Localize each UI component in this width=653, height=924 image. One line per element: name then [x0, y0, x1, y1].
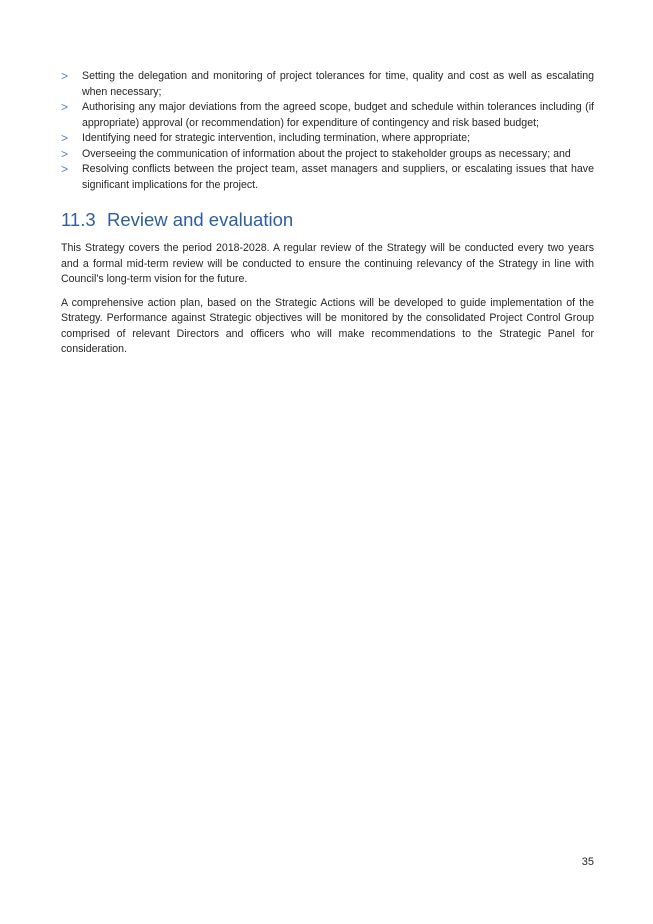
list-item-text: Authorising any major deviations from the agreed scope, budget and schedule within tolerances including (if appropriate) approval (or recommendation) for expenditure of contingency and risk based budget;: [82, 101, 594, 129]
list-item: [61, 100, 594, 131]
page-content: [61, 69, 594, 366]
action-plan-paragraph: A comprehensive action plan, based on the Strategic Actions will be developed to guide implementation of the Strategy. Performance against Strategic objectives will be monitored by the consolidated Project Control Group comprised of relevant Directors and officers who will make recommendations to the Strategic Panel for consideration.: [61, 296, 594, 355]
list-item-text: Identifying need for strategic intervention, including termination, where appropriate;: [82, 132, 471, 144]
page-number: 35: [581, 856, 594, 868]
list-item-text: Resolving conflicts between the project team, asset managers and suppliers, or escalating issues that have significant implications for the project.: [82, 163, 594, 191]
review-paragraph: This Strategy covers the period 2018-2028. A regular review of the Strategy will be conducted every two years and a formal mid-term review will be conducted to ensure the continuing relevancy of the Strategy in line with Council's long-term vision for the future.: [61, 242, 594, 285]
section-title: Review and evaluation: [107, 209, 294, 230]
section-number: 11.3: [61, 209, 96, 230]
section-heading: [61, 209, 594, 231]
chevron-right-icon: >: [61, 146, 69, 161]
chevron-right-icon: >: [61, 100, 69, 114]
list-item-text: Setting the delegation and monitoring of project tolerances for time, quality and cost as well as escalating when necessary;: [82, 70, 594, 98]
list-item: [61, 162, 594, 193]
responsibility-list: [61, 69, 594, 193]
chevron-right-icon: >: [61, 69, 69, 83]
list-item-text: Overseeing the communication of information about the project to stakeholder groups as necessary; and: [82, 147, 571, 160]
list-item: [61, 69, 594, 100]
chevron-right-icon: >: [61, 162, 69, 176]
list-item: [61, 147, 594, 163]
chevron-right-icon: >: [61, 131, 69, 145]
list-item: [61, 131, 594, 147]
